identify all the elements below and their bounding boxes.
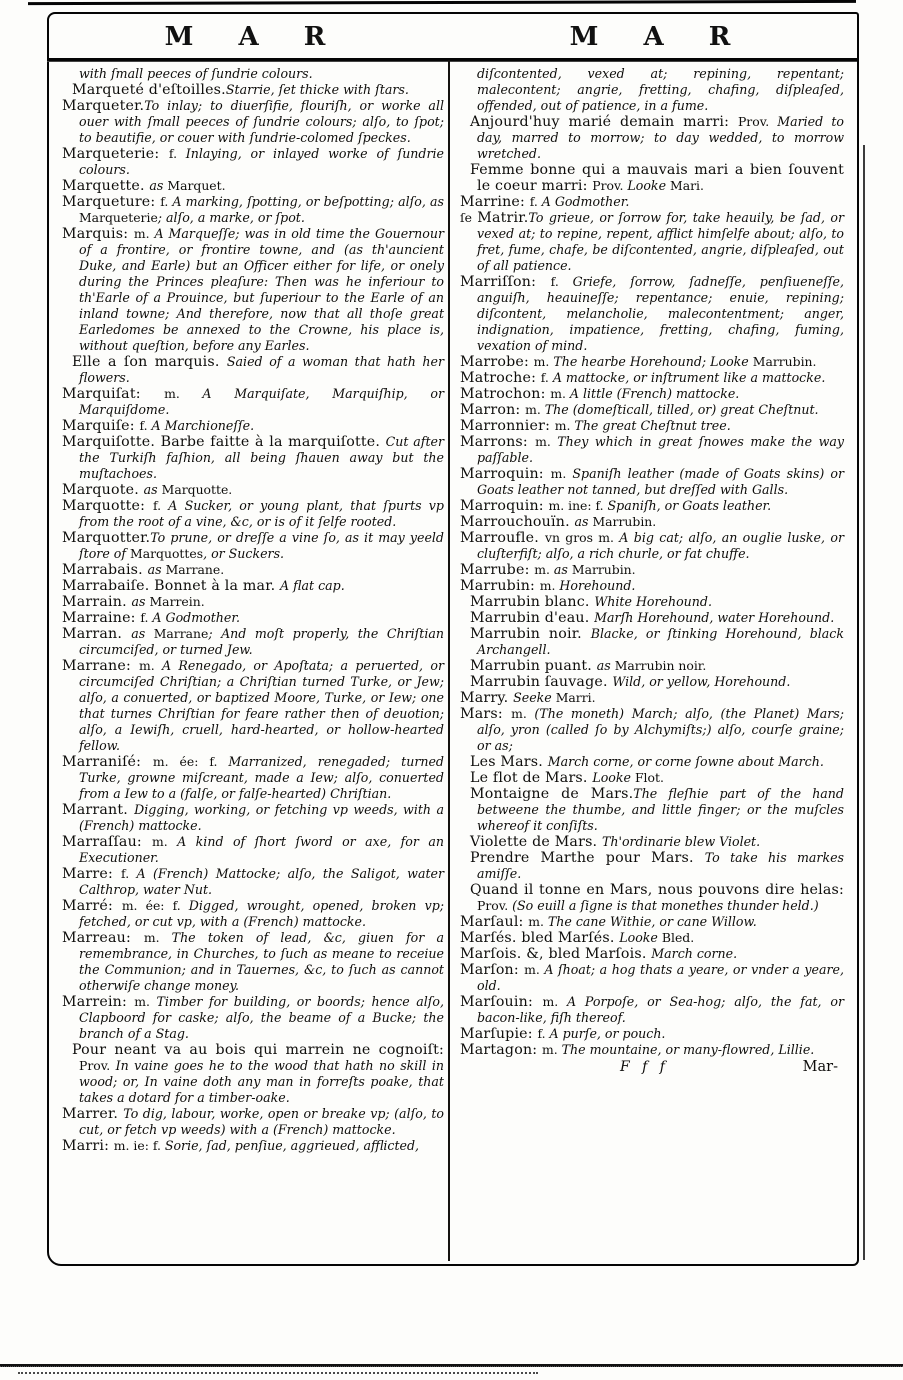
left-column — [62, 66, 444, 1154]
headword: Marrube: — [460, 562, 535, 578]
dictionary-entry — [460, 834, 844, 850]
definition-text: Horehound. — [559, 578, 636, 593]
dictionary-entry — [62, 386, 444, 418]
headword: Pour neant va au bois qui marrein ne cognoiſt: — [72, 1042, 444, 1058]
definition-text: Wild, or yellow, Horehound. — [612, 674, 791, 689]
scan-bottom-line — [0, 1364, 903, 1367]
headword: Marqueter. — [62, 98, 145, 114]
definition-text: A flat cap. — [280, 578, 345, 593]
headword: Matrochon: — [460, 386, 551, 402]
definition-text: Looke — [627, 178, 671, 193]
cross-reference: m. ée: f. — [121, 898, 189, 913]
cross-reference: m. — [550, 466, 573, 481]
dictionary-entry — [460, 370, 844, 386]
cross-reference: m. — [511, 706, 535, 721]
cross-reference: m. — [164, 386, 203, 401]
cross-reference: m. — [535, 434, 558, 449]
definition-text: Sorie, ſad, penſiue, aggrieued, afflicted, — [164, 1138, 420, 1153]
dictionary-entry — [460, 690, 844, 706]
headword: Marrubin blanc. — [470, 594, 595, 610]
headword: Marſaul: — [460, 914, 529, 930]
dictionary-entry — [62, 418, 444, 434]
headword: Marrubin: — [460, 578, 540, 594]
definition-text: with ſmall peeces of ſundrie colours. — [79, 66, 313, 81]
definition-text: A Porpoſe, or Sea-hog; alſo, the fat, or bacon-like, fiſh thereof. — [477, 994, 844, 1025]
definition-text: Seeke — [513, 690, 556, 705]
headword: Marrubin puant. — [470, 658, 597, 674]
dictionary-entry — [460, 194, 844, 210]
headword: Marrer. — [62, 1106, 124, 1122]
definition-text: To grieue, or ſorrow for, take heauily, be ſad, or vexed at; to repine, repent, afflict himſelfe about; alſo, to fret, fume, chafe, be diſcontented, angrie, diſpleaſed, out of all patience. — [477, 210, 845, 273]
dictionary-entry — [62, 802, 444, 834]
dictionary-entry — [460, 1026, 844, 1042]
cross-reference: m. — [528, 914, 548, 929]
dictionary-entry — [62, 658, 444, 754]
cross-reference: m. — [534, 562, 554, 577]
definition-text: Looke — [592, 770, 635, 785]
cross-reference: m. — [143, 930, 172, 945]
cross-reference: m. — [542, 994, 567, 1009]
definition-text: A kind of ſhort ſword or axe, for an Executioner. — [79, 834, 444, 865]
headword: Marrons: — [460, 434, 536, 450]
cross-reference: f. — [168, 146, 186, 161]
dictionary-entry — [460, 114, 844, 162]
definition-text: A Marqueſſe; was in old time the Gouernour of a frontire, or frontire towne, and (as th'auncient Duke, and Earle) but an Officer either for life, or onely during the Princes pleaſure: Then was he inferiour to th'Earle of a Prouince, but ſuperiour to the Earle of an inland towne; And therefore, now that all thoſe great Earledomes be annexed to the Crowne, his place is, without queſtion, before any Earles. — [79, 226, 444, 353]
dictionary-entry — [460, 210, 844, 274]
dictionary-entry — [62, 834, 444, 866]
headword: Marrubin d'eau. — [470, 610, 595, 626]
headword: Marquette. — [62, 178, 150, 194]
cross-reference: m. — [533, 354, 554, 369]
dictionary-entry — [460, 754, 844, 770]
definition-text: (The moneth) March; alſo, (the Planet) Mars; alſo, yron (called ſo by Alchymiſts;) alſo, courſe graine; or as; — [477, 706, 844, 753]
definition-text: Starrie, ſet thicke with ſtars. — [225, 82, 409, 97]
dictionary-entry — [460, 402, 844, 418]
headword: Marquote. — [62, 482, 144, 498]
dictionary-entry — [62, 898, 444, 930]
cross-reference: Marri. — [555, 690, 596, 705]
definition-text: Looke — [619, 930, 662, 945]
definition-text: A marking, ſpotting, or beſpotting; alſo, as — [172, 194, 444, 209]
cross-reference: Marrane — [153, 626, 209, 641]
cross-reference: Prov. — [737, 114, 778, 129]
dictionary-entry — [62, 578, 444, 594]
dictionary-entry — [62, 754, 444, 802]
definition-text: Saied of a woman that hath her flowers. — [79, 354, 444, 385]
signature-mark: F f f — [620, 1059, 669, 1075]
dictionary-entry — [460, 914, 844, 930]
headword: Mars: — [460, 706, 512, 722]
dictionary-entry — [62, 1042, 444, 1106]
dictionary-entry — [460, 626, 844, 658]
cross-reference: m. — [541, 1042, 562, 1057]
headword: Marraniſé: — [62, 754, 153, 770]
definition-text: Spaniſh leather (made of Goats skins) or Goats leather not tanned, but dreſſed with Galls. — [477, 466, 844, 497]
page-frame — [47, 12, 859, 1266]
definition-text: as — [553, 562, 572, 577]
definition-text: To dig, labour, worke, open or breake vp; (alſo, to cut, or fetch vp weeds) with a (French) mattocke. — [79, 1106, 444, 1137]
definition-text: The token of lead, &c, giuen for a remembrance, in Churches, to ſuch as meane to receiue the Communion; and in Tauernes, &c, to ſuch as cannot otherwiſe change money. — [79, 930, 444, 993]
dictionary-entry — [460, 562, 844, 578]
definition-text: The great Cheſtnut tree. — [574, 418, 731, 433]
definition-text: Digging, working, or fetching vp weeds, with a (French) mattocke. — [79, 802, 444, 833]
scan-bottom-dotted-line — [18, 1372, 538, 1374]
dictionary-entry — [460, 770, 844, 786]
headword: Violette de Mars. — [470, 834, 602, 850]
cross-reference: m. — [152, 834, 178, 849]
headword: Matrir. — [477, 210, 529, 226]
cross-reference: Prov. — [477, 898, 513, 913]
definition-text: To take his markes amiſſe. — [477, 850, 844, 881]
dictionary-entry — [460, 434, 844, 466]
cross-reference: m. — [133, 226, 155, 241]
cross-reference: f. — [139, 418, 152, 433]
definition-text: as — [143, 482, 162, 497]
definition-text: A Marquiſate, Marquiſhip, or Marquiſdome. — [79, 386, 444, 417]
definition-text: March corne. — [651, 946, 738, 961]
running-head-right: M A R — [569, 22, 749, 52]
headword: Marreau: — [62, 930, 144, 946]
catchword: Mar- — [802, 1059, 838, 1075]
definition-text: Griefe, ſorrow, ſadneſſe, penſiueneſſe, anguiſh, heauineſſe; repentance; enuie, repining; diſcontent, melancholie, malecontentment; anger, indignation, impatience, fretting, chafing, fuming, vexation of mind. — [477, 274, 844, 353]
definition-text: A ſhoat; a hog thats a yeare, or vnder a yeare, old. — [477, 962, 844, 993]
definition-text: Marſh Horehound, water Horehound. — [594, 610, 835, 625]
headword: Marſupie: — [460, 1026, 538, 1042]
dictionary-entry — [460, 1042, 844, 1058]
definition-text: A mattocke, or inſtrument like a mattocke. — [552, 370, 826, 385]
definition-text: In vaine goes he to the wood that hath no skill in wood; or, In vaine doth any man in forreſts poake, that takes a dotard for a timber-oake. — [79, 1058, 444, 1105]
definition-text: White Horehound. — [594, 594, 712, 609]
cross-reference: Marrein. — [149, 594, 205, 609]
dictionary-entry — [460, 466, 844, 498]
dictionary-entry — [460, 850, 844, 882]
headword: Marrine: — [460, 194, 530, 210]
dictionary-entry — [62, 194, 444, 226]
cross-reference: m. ine: f. — [548, 498, 608, 513]
headword: Marquotte: — [62, 498, 154, 514]
headword: Marquiſe: — [62, 418, 140, 434]
headword: Marqueterie: — [62, 146, 169, 162]
dictionary-entry — [62, 82, 444, 98]
signature-row — [460, 1058, 844, 1075]
definition-text: Th'ordinarie blew Violet. — [601, 834, 761, 849]
cross-reference: Marrubin. — [752, 354, 817, 369]
definition-text: ; And moſt properly, the Chriſtian circumciſed, or turned Jew. — [79, 626, 444, 657]
headword: Les Mars. — [470, 754, 548, 770]
dictionary-entry — [460, 786, 844, 834]
cross-reference: Marrane. — [165, 562, 225, 577]
headword: Marſés. bled Marſés. — [460, 930, 620, 946]
headword: Marſon: — [460, 962, 525, 978]
headword: Marquis: — [62, 226, 134, 242]
definition-text: Maried to day, marred to morrow; to day wedded, to morrow wretched. — [477, 114, 844, 161]
headword: Marron: — [460, 402, 526, 418]
cross-reference: Marqueterie — [79, 210, 158, 225]
headword: Marſouin: — [460, 994, 543, 1010]
cross-reference: f. — [537, 1026, 550, 1041]
definition-text: diſcontented, vexed at; repining, repentant; malecontent; angrie, fretting, chafing, diſpleaſed, offended, out of patience, in a fume. — [477, 66, 844, 113]
definition-text: (So euill a ſigne is that monethes thunder held.) — [512, 898, 819, 913]
cross-reference: Marrubin. — [571, 562, 636, 577]
dictionary-entry — [62, 866, 444, 898]
dictionary-entry — [460, 386, 844, 402]
cross-reference: m. ée: f. — [152, 754, 229, 769]
dictionary-entry — [62, 178, 444, 194]
cross-reference: Flot. — [634, 770, 664, 785]
scan-edge-line-right — [863, 145, 865, 1260]
cross-reference: Prov. — [79, 1058, 116, 1073]
dictionary-entry — [62, 226, 444, 354]
cross-reference: f. — [121, 866, 137, 881]
dictionary-entry — [460, 930, 844, 946]
cross-reference: ſe — [460, 210, 478, 225]
dictionary-entry — [460, 962, 844, 994]
dictionary-entry — [460, 578, 844, 594]
definition-text: A (French) Mattocke; alſo, the Saligot, water Calthrop, water Nut. — [79, 866, 444, 897]
definition-text: A Marchioneſſe. — [151, 418, 255, 433]
definition-text: as — [149, 178, 168, 193]
headword: Marrain. — [62, 594, 132, 610]
cross-reference: f. — [140, 610, 153, 625]
headword: Elle a ſon marquis. — [72, 354, 227, 370]
definition-text: The (domeſticall, tilled, or) great Cheſtnut. — [544, 402, 819, 417]
definition-text: Inlaying, or inlayed worke of ſundrie colours. — [79, 146, 444, 177]
cross-reference: Marrubin noir. — [614, 658, 707, 673]
headword: Quand il tonne en Mars, nous pouvons dire helas: — [470, 882, 844, 898]
dictionary-entry — [62, 530, 444, 562]
headword: Marriſſon: — [460, 274, 551, 290]
definition-text: A Godmother. — [541, 194, 630, 209]
headword: Marrabais. — [62, 562, 148, 578]
cross-reference: Mari. — [670, 178, 704, 193]
headword: Marroquin: — [460, 466, 551, 482]
dictionary-entry — [460, 354, 844, 370]
headword: Marroufle. — [460, 530, 546, 546]
cross-reference: Prov. — [592, 178, 628, 193]
scan-edge-line-top — [28, 0, 856, 5]
dictionary-entry — [62, 1106, 444, 1138]
cross-reference: m. — [550, 386, 570, 401]
dictionary-entry — [460, 658, 844, 674]
dictionary-entry — [460, 530, 844, 562]
cross-reference: m. — [524, 962, 545, 977]
definition-text: Marranized, renegaded; turned Turke, growne miſcreant, made a Iew; alſo, conuerted from a Iew to a (falſe, or falſe-hearted) Chriſtian. — [79, 754, 444, 801]
headword: Marqueté d'eſtoilles. — [72, 82, 226, 98]
headword: Marronnier: — [460, 418, 555, 434]
cross-reference: f. — [540, 370, 553, 385]
headword: Le flot de Mars. — [470, 770, 593, 786]
dictionary-entry — [62, 1138, 444, 1154]
definition-text: A Sucker, or young plant, that ſpurts vp from the root of a vine, &c, or is of it ſelfe rooted. — [79, 498, 444, 529]
cross-reference: vn gros m. — [545, 530, 620, 545]
cross-reference: m. — [134, 994, 157, 1009]
headword: Marrabaiſe. Bonnet à la mar. — [62, 578, 281, 594]
headword: Matroche: — [460, 370, 541, 386]
dictionary-entry — [62, 434, 444, 482]
cross-reference: f. — [529, 194, 542, 209]
dictionary-entry — [62, 994, 444, 1042]
dictionary-entry — [460, 274, 844, 354]
headword: Marri: — [62, 1138, 114, 1154]
definition-text: ; alſo, a marke, or ſpot. — [157, 210, 305, 225]
headword: Marquotter. — [62, 530, 151, 546]
dictionary-entry — [62, 498, 444, 530]
headword: Marré: — [62, 898, 122, 914]
headword: Marraſſau: — [62, 834, 153, 850]
headword: Marrouchouïn. — [460, 514, 575, 530]
cross-reference: f. — [160, 194, 173, 209]
cross-reference: Marquet. — [167, 178, 226, 193]
headword: Marrant. — [62, 802, 135, 818]
headword: Marry. — [460, 690, 514, 706]
dictionary-entry — [460, 946, 844, 962]
definition-text: The fleſhie part of the hand betweene the thumbe, and little finger; or the muſcles whereof it conſiſts. — [477, 786, 844, 833]
definition-text: as — [574, 514, 593, 529]
definition-text: A Renegado, or Apoſtata; a peruerted, or circumciſed Chriſtian; a Chriſtian turned Turke, or Jew; alſo, a conuerted, or baptized Moore, Turke, or Iew; one that turnes Chriſtian for feare rather then of deuotion; alſo, a Iewiſh, cruell, hard-hearted, or hollow-hearted fellow. — [79, 658, 444, 753]
cross-reference: m. — [525, 402, 545, 417]
dictionary-entry — [460, 162, 844, 194]
headword: Anjourd'huy marié demain marri: — [470, 114, 738, 130]
headword: Prendre Marthe pour Mars. — [470, 850, 705, 866]
headword: Marquiſotte. Barbe faitte à la marquiſotte. — [62, 434, 386, 450]
definition-text: as — [596, 658, 615, 673]
definition-text: as — [131, 626, 154, 641]
headword: Marqueture: — [62, 194, 161, 210]
definition-text: The cane Withie, or cane Willow. — [547, 914, 757, 929]
dictionary-entry — [62, 930, 444, 994]
cross-reference: Bled. — [661, 930, 695, 945]
dictionary-entry — [62, 354, 444, 386]
definition-text: A little (French) mattocke. — [569, 386, 740, 401]
dictionary-entry — [62, 610, 444, 626]
dictionary-entry — [460, 674, 844, 690]
cross-reference: Marrubin. — [592, 514, 657, 529]
dictionary-entry — [62, 594, 444, 610]
definition-text: To prune, or dreſſe a vine ſo, as it may yeeld ſtore of — [79, 530, 444, 561]
definition-text: The hearbe Horehound; Looke — [553, 354, 753, 369]
dictionary-entry — [62, 562, 444, 578]
definition-text: The mountaine, or many-flowred, Lillie. — [561, 1042, 815, 1057]
definition-text: as — [131, 594, 150, 609]
cross-reference: f. — [153, 498, 169, 513]
definition-text: Digged, wrought, opened, broken vp; fetched, or cut vp, with a (French) mattocke. — [79, 898, 444, 929]
headword: Marrane: — [62, 658, 139, 674]
dictionary-entry — [460, 610, 844, 626]
definition-text: A big cat; alſo, an ouglie luske, or cluſterfiſt; alſo, a rich churle, or fat chuffe. — [477, 530, 844, 561]
cross-reference: Marquotte. — [161, 482, 233, 497]
cross-reference: m. — [539, 578, 560, 593]
dictionary-entry — [62, 66, 444, 82]
definition-text: A Godmother. — [152, 610, 240, 625]
headword: Montaigne de Mars. — [470, 786, 634, 802]
dictionary-entry — [460, 706, 844, 754]
definition-text: March corne, or corne ſowne about March. — [547, 754, 824, 769]
headword: Marrobe: — [460, 354, 534, 370]
headword: Marſois. &, bled Marſois. — [460, 946, 652, 962]
definition-text: To inlay; to diuerſifie, flouriſh, or worke all ouer with ſmall peeces of ſundrie colours; alſo, to ſpot; to beautifie, or couer with ſundrie-colomed ſpeckes. — [79, 98, 444, 145]
definition-text: Timber for building, or boords; hence alſo, Clapboord for caske; alſo, the beame of a Bucke; the branch of a Stag. — [79, 994, 444, 1041]
dictionary-entry — [62, 626, 444, 658]
headword: Martagon: — [460, 1042, 542, 1058]
dictionary-entry — [460, 66, 844, 114]
column-divider — [448, 60, 450, 1261]
dictionary-entry — [460, 514, 844, 530]
headword: Marrubin ſauvage. — [470, 674, 613, 690]
dictionary-entry — [62, 98, 444, 146]
headword: Marran. — [62, 626, 132, 642]
definition-text: Cut after the Turkiſh faſhion, all being ſhauen away but the muſtachoes. — [79, 434, 444, 481]
definition-text: They which in great ſnowes make the way paſſable. — [477, 434, 844, 465]
dictionary-entry — [460, 994, 844, 1026]
cross-reference: m. — [138, 658, 162, 673]
dictionary-entry — [460, 882, 844, 914]
definition-text: Blacke, or ſtinking Horehound, black Archangell. — [477, 626, 844, 657]
definition-text: A purſe, or pouch. — [549, 1026, 666, 1041]
headword: Marquiſat: — [62, 386, 165, 402]
running-head-left: M A R — [164, 22, 344, 52]
headword: Marrubin noir. — [470, 626, 591, 642]
dictionary-entry — [62, 146, 444, 178]
dictionary-entry — [62, 482, 444, 498]
headword: Marroquin: — [460, 498, 549, 514]
definition-text: Spaniſh, or Goats leather. — [607, 498, 772, 513]
headword: Marrein: — [62, 994, 135, 1010]
cross-reference: m. — [554, 418, 575, 433]
definition-text: as — [147, 562, 166, 577]
right-column — [460, 66, 844, 1075]
header-rule — [47, 58, 857, 62]
dictionary-entry — [460, 498, 844, 514]
headword: Marraine: — [62, 610, 141, 626]
headword: Femme bonne qui a mauvais mari a bien ſouvent le coeur marri: — [470, 162, 844, 194]
cross-reference: m. ie: f. — [113, 1138, 165, 1153]
definition-text: , or Suckers. — [203, 546, 285, 561]
headword: Marre: — [62, 866, 122, 882]
cross-reference: f. — [550, 274, 573, 289]
dictionary-entry — [460, 418, 844, 434]
dictionary-entry — [460, 594, 844, 610]
cross-reference: Marquottes — [130, 546, 204, 561]
